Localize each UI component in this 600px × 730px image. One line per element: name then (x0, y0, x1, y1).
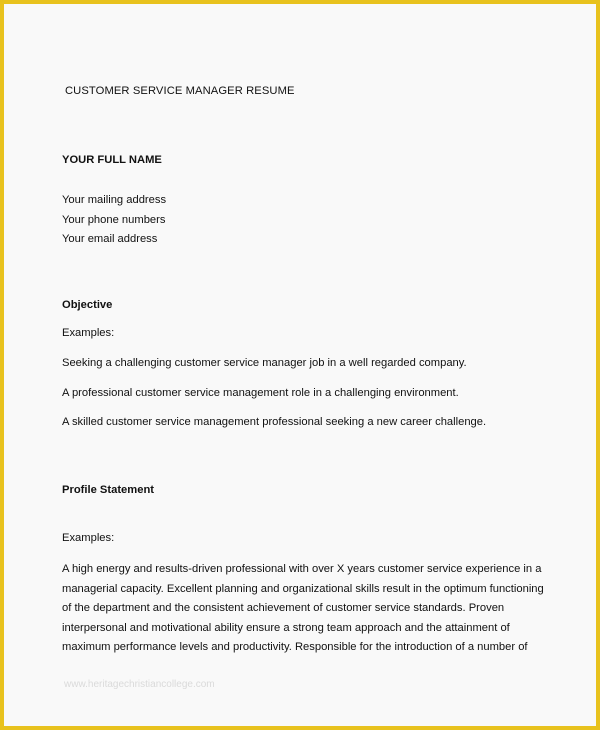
profile-paragraph-line: of the department and the consistent achievement of customer service standards. Proven (62, 602, 505, 614)
full-name: YOUR FULL NAME (62, 154, 162, 166)
profile-paragraph-line: interpersonal and motivational ability ensure a strong team approach and the attainment of (62, 621, 510, 634)
objective-example-2: A professional customer service management role in a challenging environment. (62, 387, 459, 399)
resume-page (4, 4, 596, 726)
profile-paragraph-line: maximum performance levels and productivity. Responsible for the introduction of a number of (62, 641, 528, 653)
profile-paragraph-line: A high energy and results-driven professional with over X years customer service experience in a (62, 563, 542, 575)
profile-paragraph-line: managerial capacity. Excellent planning and organizational skills result in the optimum functioning (62, 582, 544, 595)
document-title: CUSTOMER SERVICE MANAGER RESUME (65, 85, 295, 97)
watermark-text: www.heritagechristiancollege.com (64, 679, 215, 690)
profile-paragraph (62, 560, 552, 658)
contact-mailing-address: Your mailing address (62, 194, 167, 206)
contact-email-address: Your email address (62, 233, 158, 245)
objective-heading: Objective (62, 299, 113, 311)
profile-heading: Profile Statement (62, 484, 155, 496)
objective-example-1: Seeking a challenging customer service manager job in a well regarded company. (62, 357, 467, 369)
objective-example-3: A skilled customer service management professional seeking a new career challenge. (62, 416, 487, 428)
contact-phone-numbers: Your phone numbers (62, 214, 166, 226)
objective-examples-label: Examples: (62, 327, 115, 339)
profile-examples-label: Examples: (62, 532, 115, 544)
